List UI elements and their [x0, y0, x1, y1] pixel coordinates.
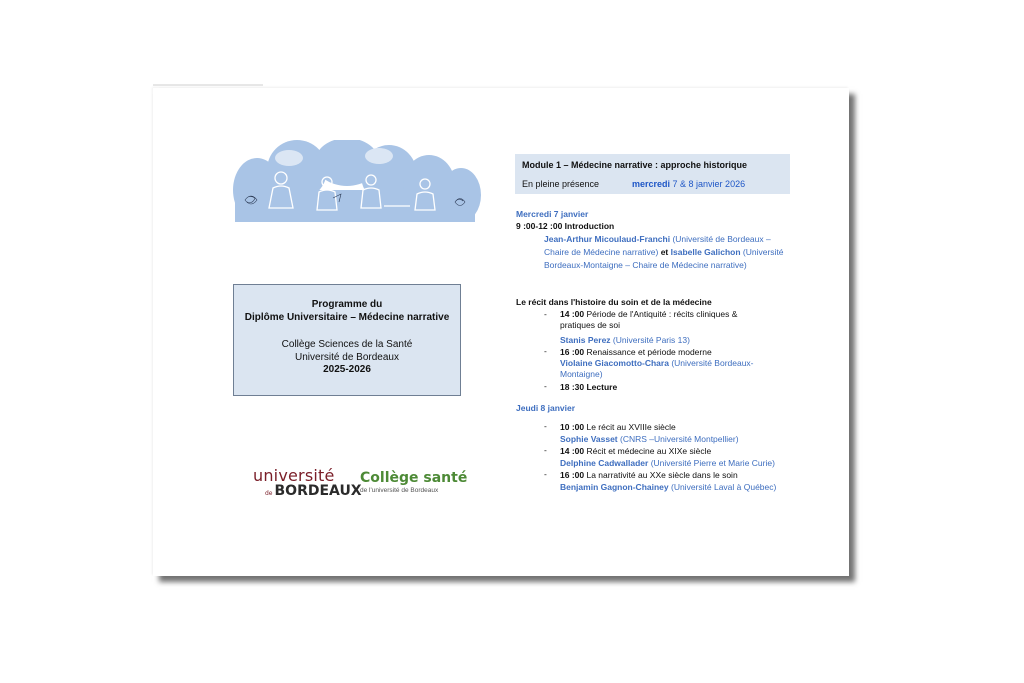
university-name: Université de Bordeaux [295, 351, 399, 363]
speaker-cadwallader: Delphine Cadwallader (Université Pierre et Marie Curie) [560, 458, 775, 468]
session-lecture: 18 :30 Lecture [560, 382, 618, 392]
section-heading: Le récit dans l'histoire du soin et de la médecine [516, 297, 712, 307]
module-header [515, 154, 790, 194]
speech-clouds [233, 140, 481, 222]
intro-session: 9 :00-12 :00 Introduction [516, 221, 615, 231]
session-19e: 14 :00 Récit et médecine au XIXe siècle [560, 446, 712, 456]
day2-heading: Jeudi 8 janvier [516, 403, 576, 413]
college-name: Collège Sciences de la Santé [281, 339, 413, 350]
session-antiquite: 14 :00 Période de l'Antiquité : récits cliniques & pratiques de soi [560, 309, 738, 330]
intro-speakers: Jean-Arthur Micoulaud-Franchi (Université de Bordeaux – Chaire de Médecine narrative) et Isabelle Galichon (Université Bordeaux-Montaigne – Chaire de Médecine narrative) [544, 234, 784, 270]
universite-bordeaux-logo: université de BORDEAUX [253, 466, 362, 499]
speaker-giacomotto: Violaine Giacomotto-Chara (Université Bordeaux-Montaigne) [560, 358, 754, 379]
speaker-gagnon-chainey: Benjamin Gagnon-Chainey (Université Laval à Québec) [560, 482, 777, 492]
module-dates: mercredi 7 & 8 janvier 2026 [632, 179, 746, 189]
speaker-vasset: Sophie Vasset (CNRS –Université Montpellier) [560, 434, 739, 444]
program-title-box [233, 284, 461, 396]
program-title-line2: Diplôme Universitaire – Médecine narrative [244, 311, 450, 323]
document-page: Programme du Diplôme Universitaire – Médecine narrative Collège Sciences de la Santé Université de Bordeaux 2025-2026 université de BORDEAUX Collège santé de l'université de Bordeaux Module 1 – Médecine narrative : approche historique En pleine présence mercredi 7 & 8 janvier 2026 Mercredi 7 janvier 9 :00-12 :00 Introduction Jean-Arthur Micoulaud-Franchi (Université de Bordeaux – Chaire de Médecine narrative) et Isabelle Galichon (Université Bordeaux-Montaigne – Chaire de Médecine narrative) Le récit dans l'histoire du soin et de la médecine - 14 :00 Période de l'Antiquité : récits cliniques & pratiques de soi Stanis Perez (Université Paris 13) - 16 :00 Renaissance et période moderne Violaine Giacomotto-Chara (Université Bordeaux-Montaigne) - 18 :30 Lecture Jeudi 8 janvier - 10 :00 Le récit au XVIIIe siècle Sophie Vasset (CNRS –Université Montpellier) - 14 :00 Récit et médecine au XIXe siècle Delphine Cadwallader (Université Pierre et Marie Curie) - 16 :00 La narrativité au XXe siècle dans le soin Benjamin Gagnon-Chainey (Université Laval à Québec) [153, 88, 849, 576]
session-18e: 10 :00 Le récit au XVIIIe siècle [560, 422, 676, 432]
illustration-banner [229, 140, 481, 222]
program-title-line1: Programme du [311, 299, 383, 310]
academic-year: 2025-2026 [323, 364, 371, 375]
page-edge-line [153, 84, 263, 86]
day1-heading: Mercredi 7 janvier [516, 209, 589, 219]
session-20e: 16 :00 La narrativité au XXe siècle dans le soin [560, 470, 738, 480]
module-title: Module 1 – Médecine narrative : approche historique [522, 160, 748, 170]
session-renaissance: 16 :00 Renaissance et période moderne [560, 347, 712, 357]
college-sante-logo: Collège santé de l'université de Bordeaux [360, 470, 468, 494]
attendance-mode: En pleine présence [522, 179, 600, 189]
speaker-perez: Stanis Perez (Université Paris 13) [560, 335, 690, 345]
